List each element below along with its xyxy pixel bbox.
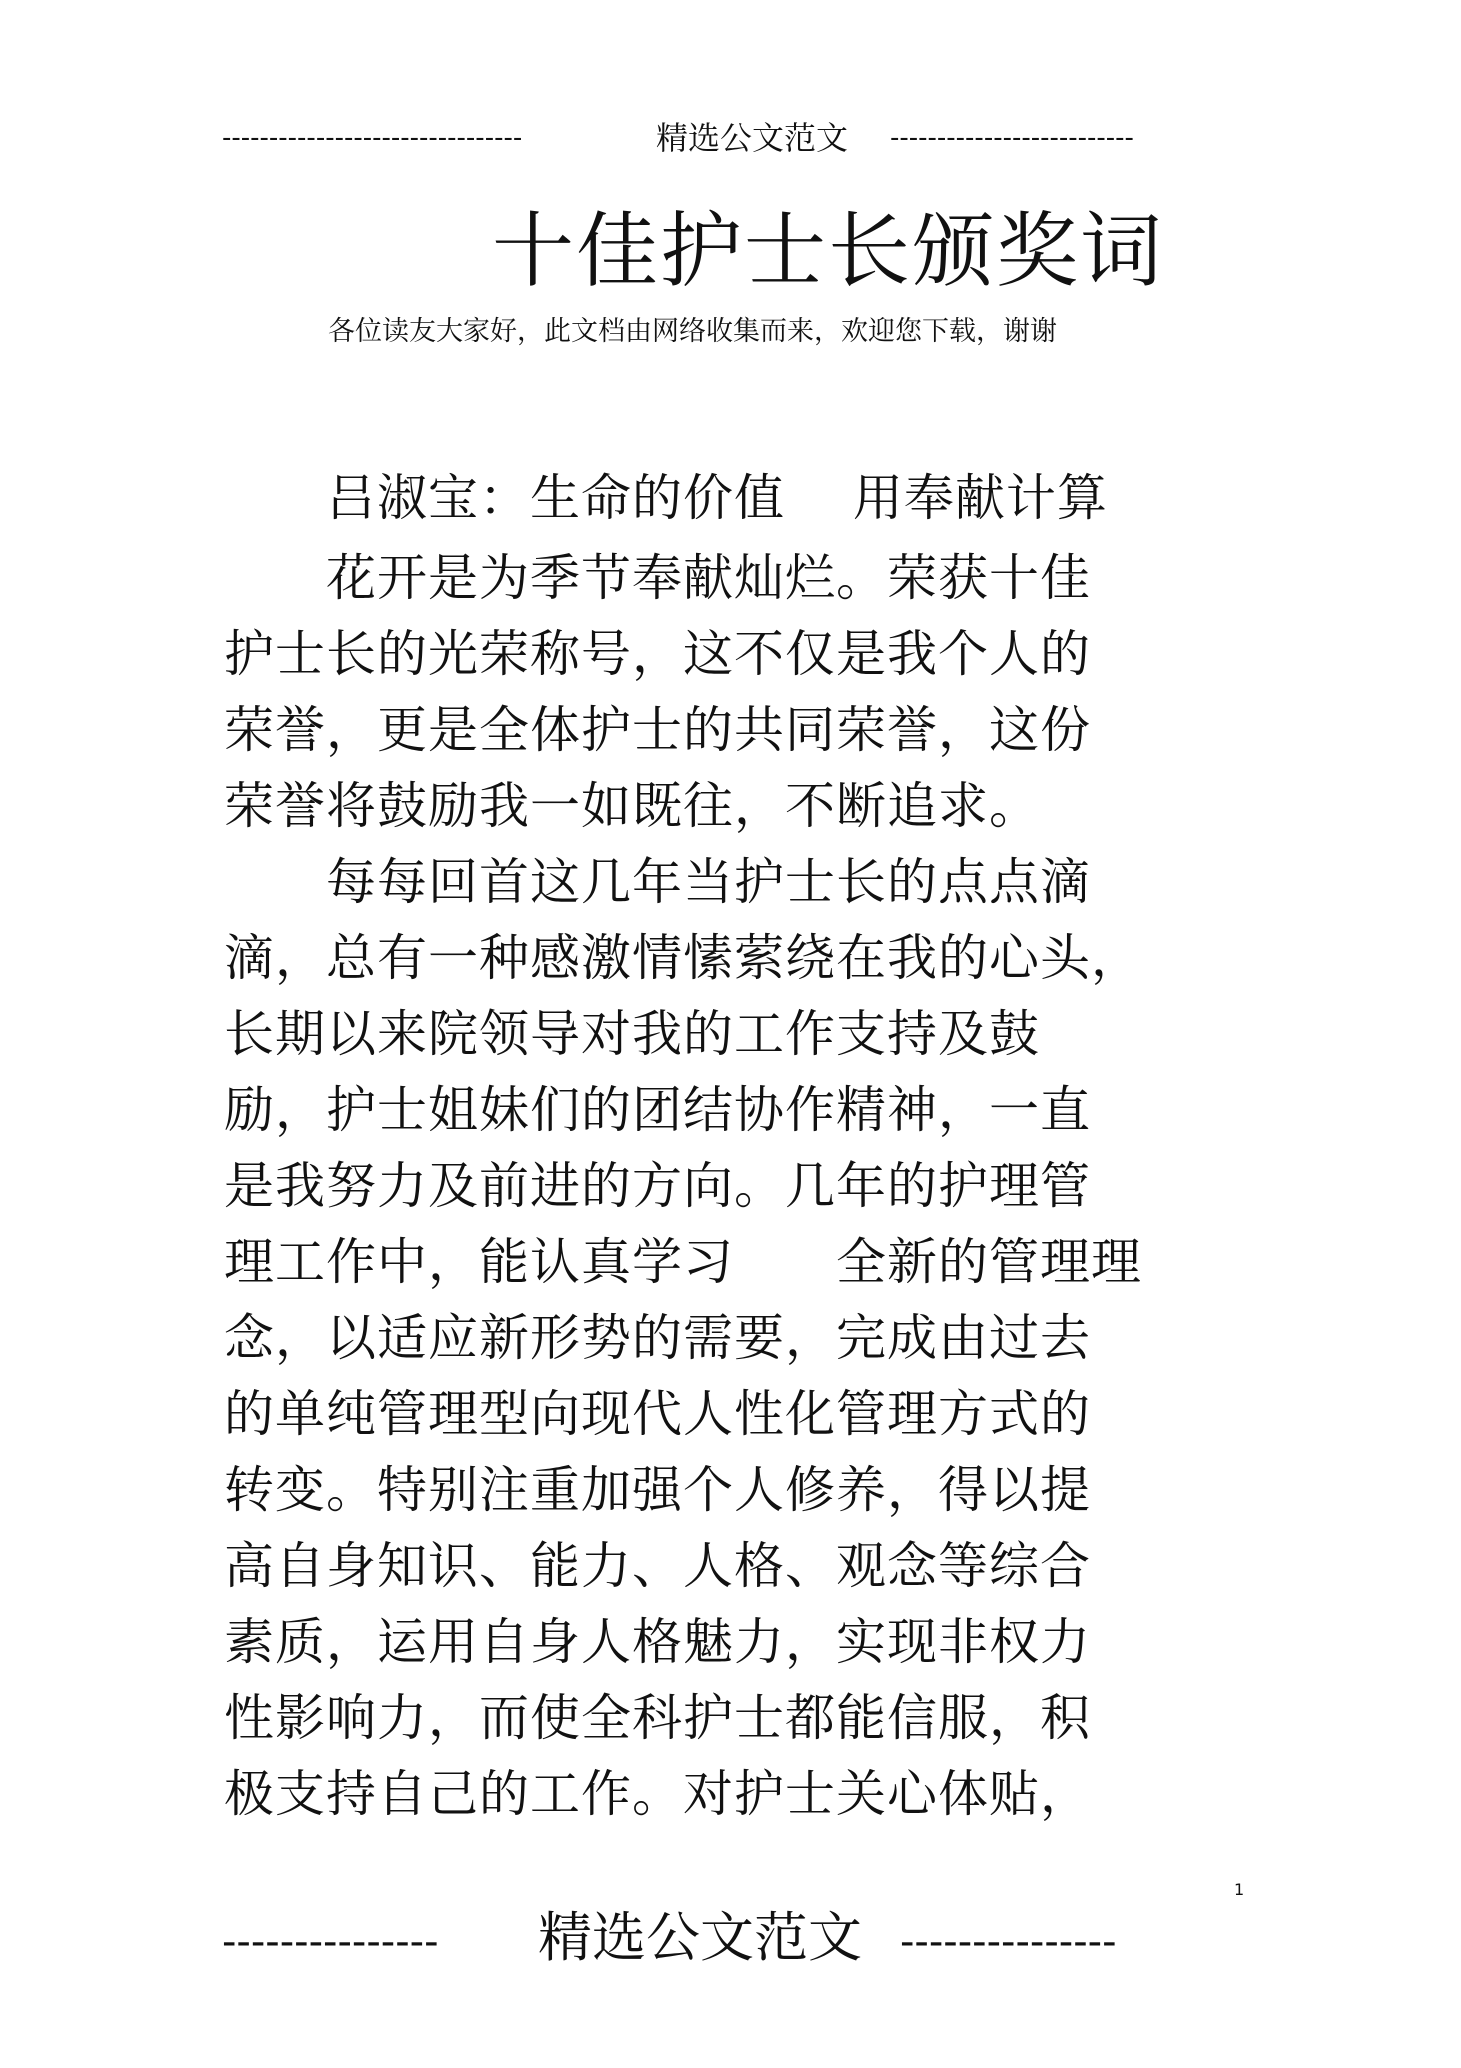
body-line: 高自身知识、能力、人格、观念等综合: [224, 1537, 1091, 1595]
header-dashes-right: --------------------------: [890, 123, 1134, 153]
body-line: 转变。特别注重加强个人修养，得以提: [224, 1461, 1091, 1519]
document-subtitle: 各位读友大家好，此文档由网络收集而来，欢迎您下载，谢谢: [328, 316, 1057, 347]
header-label: 精选公文范文: [656, 119, 849, 157]
body-line: 是我努力及前进的方向。几年的护理管: [224, 1157, 1091, 1215]
footer-dashes-right: ---------------: [900, 1919, 1117, 1965]
page-number: 1: [1234, 1880, 1245, 1899]
footer-dashes-left: ---------------: [222, 1919, 439, 1965]
body-line: 荣誉将鼓励我一如既往，不断追求。: [224, 777, 1040, 835]
body-line: 素质，运用自身人格魅力，实现非权力: [224, 1613, 1091, 1671]
body-line: 长期以来院领导对我的工作支持及鼓: [224, 1005, 1040, 1063]
body-line: 滴，总有一种感激情愫萦绕在我的心头，: [224, 929, 1142, 987]
body-line: 荣誉，更是全体护士的共同荣誉，这份: [224, 701, 1091, 759]
body-line: 的单纯管理型向现代人性化管理方式的: [224, 1385, 1091, 1443]
body-line: 性影响力，而使全科护士都能信服，积: [224, 1689, 1091, 1747]
body-line: 念，以适应新形势的需要，完成由过去: [224, 1309, 1091, 1367]
body-line: 每每回首这几年当护士长的点点滴: [224, 853, 1091, 911]
body-line: 理工作中，能认真学习 全新的管理理: [224, 1233, 1142, 1291]
header-dashes-left: --------------------------------: [222, 123, 523, 153]
body-line: 极支持自己的工作。对护士关心体贴，: [224, 1765, 1091, 1823]
body-line: 花开是为季节奉献灿烂。荣获十佳: [224, 549, 1091, 607]
footer-label: 精选公文范文: [538, 1906, 862, 1969]
body-line: 护士长的光荣称号，这不仅是我个人的: [224, 625, 1091, 683]
document-title: 十佳护士长颁奖词: [492, 204, 1165, 299]
body-line: 吕淑宝：生命的价值 用奉献计算: [224, 469, 1108, 527]
body-line: 励，护士姐妹们的团结协作精神，一直: [224, 1081, 1091, 1139]
